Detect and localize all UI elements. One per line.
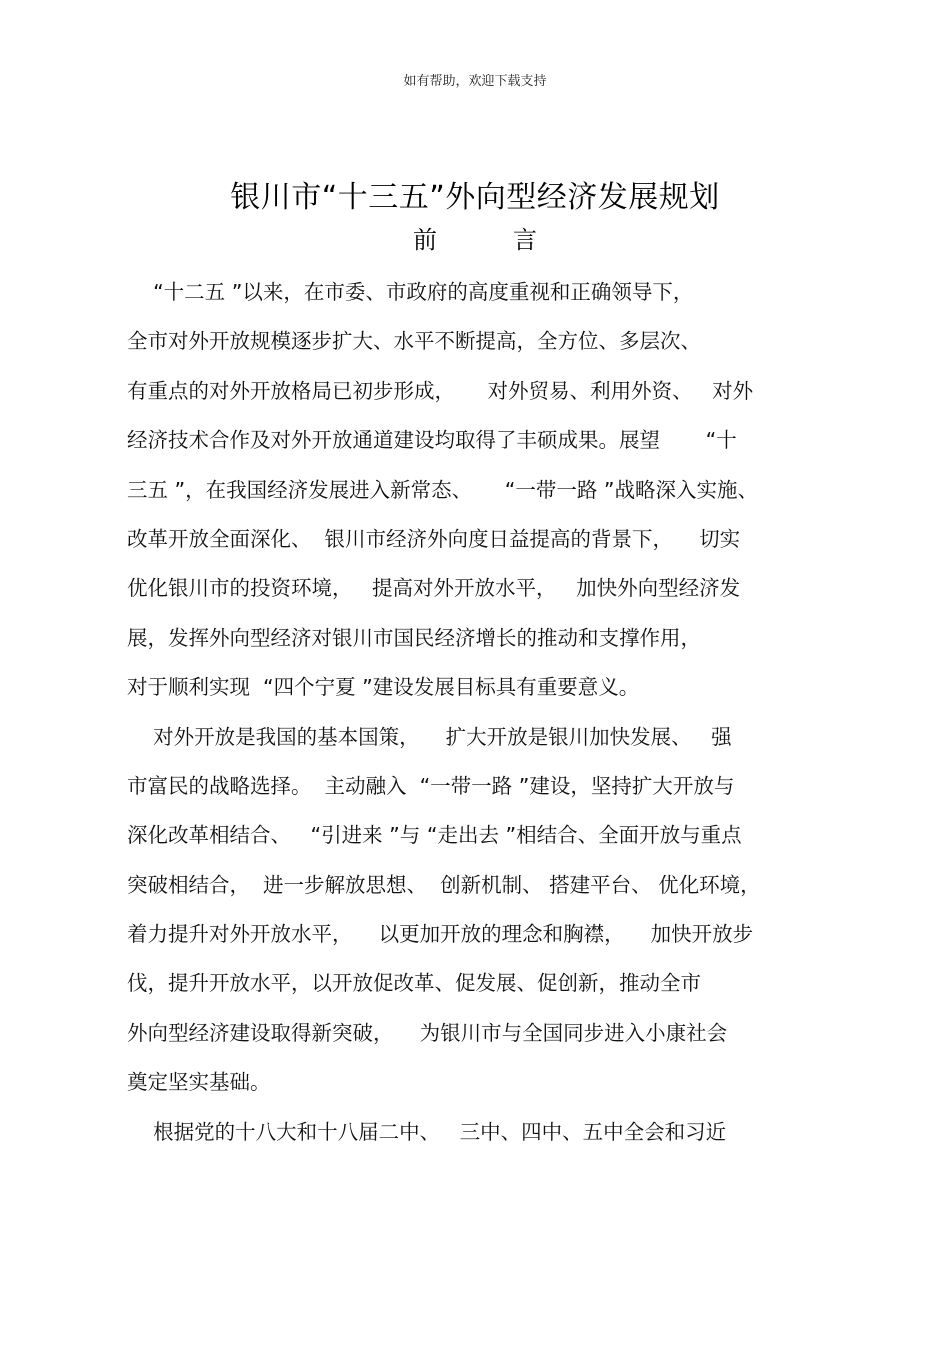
body-line: 改革开放全面深化、 银川市经济外向度日益提高的背景下， 切实	[127, 526, 741, 551]
body-line: 优化银川市的投资环境， 提高对外开放水平， 加快外向型经济发	[127, 576, 741, 601]
body-line: 市富民的战略选择。 主动融入 “一带一路 ”建设，坚持扩大开放与	[127, 773, 735, 798]
body-line: 对于顺利实现 “四个宁夏 ”建设发展目标具有重要意义。	[127, 675, 640, 700]
body-line: 奠定坚实基础。	[127, 1070, 271, 1095]
body-line: 经济技术合作及对外开放通道建设均取得了丰硕成果。展望 “十	[127, 428, 737, 453]
body-line: 深化改革相结合、 “引进来 ”与 “走出去 ”相结合、全面开放与重点	[127, 823, 742, 848]
body-line: 三五 ”，在我国经济发展进入新常态、 “一带一路 ”战略深入实施、	[127, 477, 758, 502]
body-line: “十二五 ”以来，在市委、市政府的高度重视和正确领导下，	[127, 280, 694, 304]
body-line: 全市对外开放规模逐步扩大、水平不断提高，全方位、多层次、	[127, 329, 701, 354]
body-line: 着力提升对外开放水平， 以更加开放的理念和胸襟， 加快开放步	[127, 922, 754, 947]
body-line: 突破相结合， 进一步解放思想、 创新机制、 搭建平台、 优化环境，	[127, 872, 761, 897]
section-heading-preface: 前 言	[413, 226, 563, 254]
body-line: 对外开放是我国的基本国策， 扩大开放是银川加快发展、 强	[127, 724, 732, 749]
body-text	[127, 268, 837, 1157]
body-line: 根据党的十八大和十八届二中、 三中、四中、五中全会和习近	[127, 1119, 727, 1144]
document-title: 银川市“十三五”外向型经济发展规划	[230, 180, 720, 215]
body-line: 外向型经济建设取得新突破， 为银川市与全国同步进入小康社会	[127, 1020, 728, 1045]
body-line: 有重点的对外开放格局已初步形成， 对外贸易、利用外资、 对外	[127, 378, 754, 403]
body-line: 展，发挥外向型经济对银川市国民经济增长的推动和支撑作用，	[127, 625, 701, 650]
body-line: 伐，提升开放水平，以开放促改革、促发展、促创新，推动全市	[127, 971, 701, 996]
page-header-note: 如有帮助，欢迎下载支持	[403, 74, 547, 89]
